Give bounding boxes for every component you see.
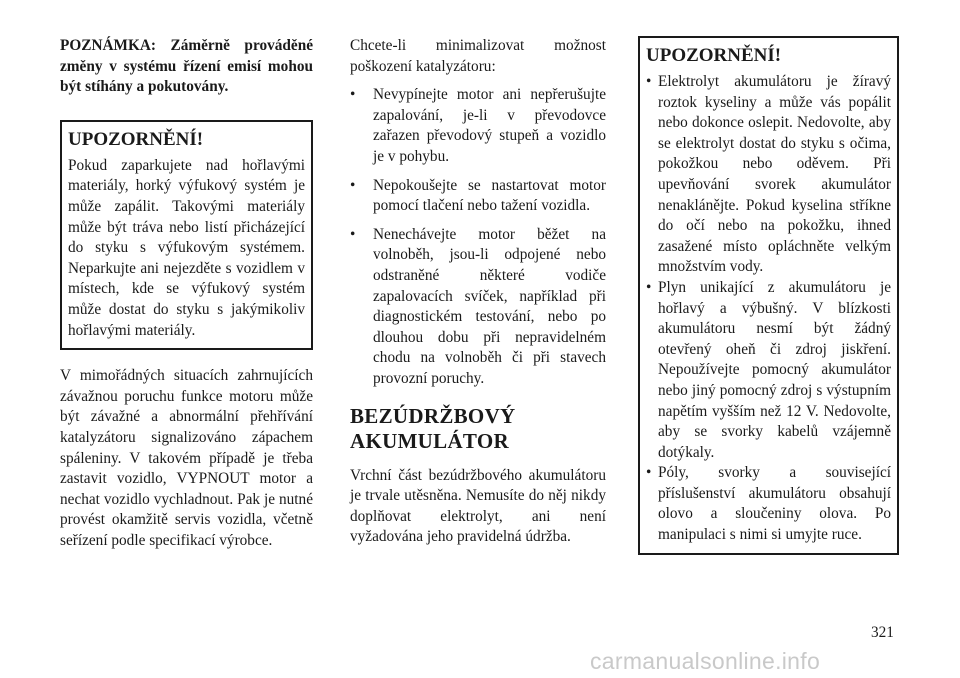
warning-box-exhaust [60, 120, 313, 350]
list-item: • Nepokoušejte se nastartovat motor pomocí tlačení nebo tažení vozidla. [350, 176, 606, 217]
list-item: • Nevypínejte motor ani nepřerušujte zapalování, je-li v převodovce zařazen převodový stupeň a vozidlo je v pohybu. [350, 85, 606, 167]
catalyst-intro: Chcete-li minimalizovat možnost poškození katalyzátoru: [350, 37, 606, 75]
warning-box-battery [638, 36, 899, 555]
catalyst-overheat-paragraph: V mimořádných situacích zahrnujících závažnou poruchu funkce motoru může být závažné a abnormální přehřívání katalyzátoru signalizováno zápachem spáleniny. V takovém případě je třeba zastavit vozidlo, VYPNOUT motor a nechat vozidlo vychladnout. Pak je nutné provést okamžitě servis vozidla, včetně seřízení podle specifikací výrobce. [60, 367, 313, 549]
list-item: • Plyn unikající z akumulátoru je hořlavý a výbušný. V blízkosti akumulátoru nesmí být žádný otevřený oheň či zdroj jiskření. Nepoužívejte pomocný akumulátor nebo jiný pomocný zdroj s výstupním napětím vyšším než 12 V. Nedovolte, aby se svorky kabelů vzájemně dotýkaly. [646, 278, 891, 463]
battery-warning-list [646, 72, 891, 546]
warning-title: UPOZORNĚNÍ! [646, 45, 782, 66]
note-text: Záměrně prováděné změny v systému řízení emisí mohou být stíhány a pokutovány. [60, 37, 313, 96]
note-label: POZNÁMKA: [60, 37, 157, 54]
page-number: 321 [871, 624, 894, 641]
right-column [638, 36, 899, 555]
catalyst-bullet-list [350, 85, 606, 389]
list-item: • Nenechávejte motor běžet na volnoběh, jsou-li odpojené nebo odstraněné některé vodiče zapalovacích svíček, například při diagnostickém testování, nebo po dlouhou dobu při nepravidelném chodu na volnoběh či při stavech provozní poruchy. [350, 225, 606, 390]
left-column [60, 36, 313, 551]
list-item: • Póly, svorky a související příslušenství akumulátoru obsahují olovo a sloučeniny olova. Po manipulaci s nimi si umyjte ruce. [646, 463, 891, 545]
warning-text: Pokud zaparkujete nad hořlavými materiály, horký výfukový systém je může zapálit. Takovými materiály může být tráva nebo listí přicházející do styku s výfukovým systémem. Neparkujte ani nejezděte s vozidlem v místech, kde se výfukový systém může dostat do styku s jakýmikoliv hořlavými materiály. [68, 156, 305, 339]
middle-column [350, 36, 606, 548]
watermark: carmanualsonline.info [590, 648, 821, 674]
section-heading: BEZÚDRŽBOVÝ AKUMULÁTOR [350, 403, 516, 453]
emissions-note [60, 36, 313, 98]
list-item: • Elektrolyt akumulátoru je žíravý roztok kyseliny a může vás popálit nebo dokonce oslepit. Nedovolte, aby se elektrolyt dostat do styku s očima, pokožkou nebo oděvem. Při upevňování svorek akumulátor nenaklánějte. Pokud kyselina stříkne do očí nebo na pokožku, ihned zasažené místo opláchněte velkým množstvím vody. [646, 72, 891, 278]
warning-title: UPOZORNĚNÍ! [68, 128, 204, 150]
battery-paragraph: Vrchní část bezúdržbového akumulátoru je trvale utěsněna. Nemusíte do něj nikdy doplňovat elektrolyt, ani není vyžadována jeho pravidelná údržba. [350, 466, 606, 546]
